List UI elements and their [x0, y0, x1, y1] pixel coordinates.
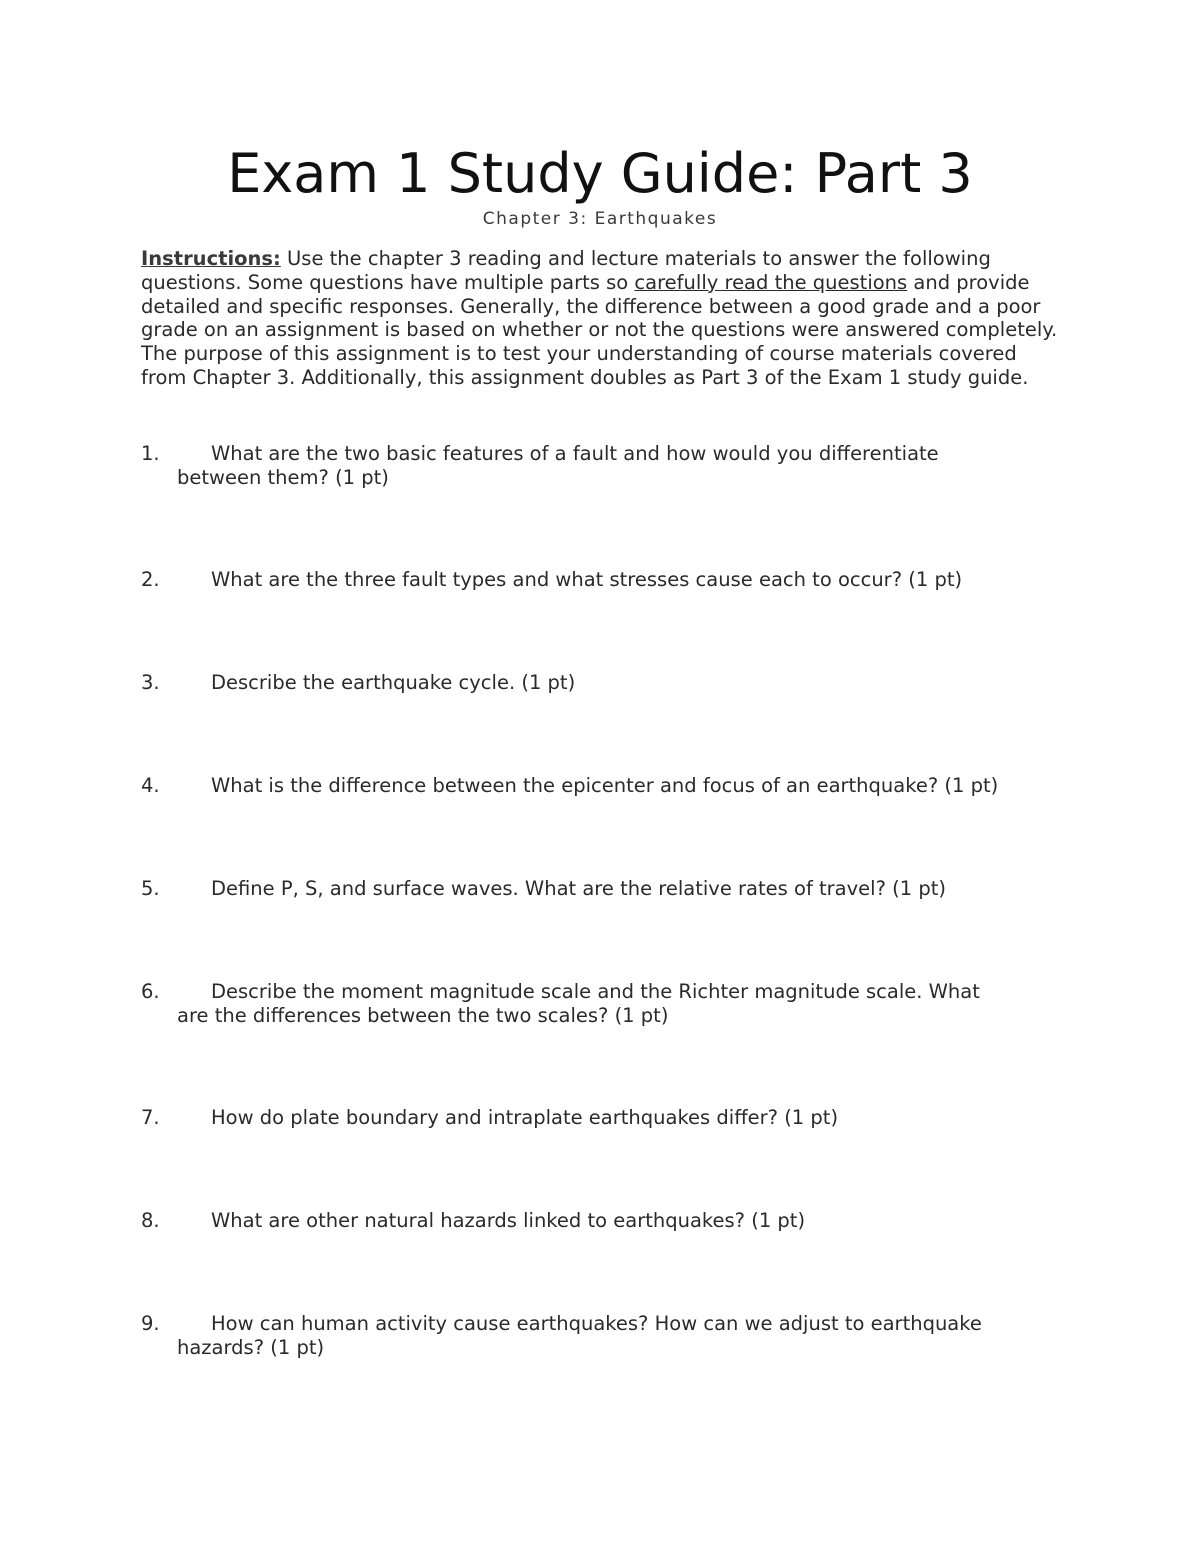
instructions-paragraph [141, 247, 1061, 390]
page-title: Exam 1 Study Guide: Part 3 [227, 142, 973, 205]
question-text: What are the two basic features of a fault and how would you differentiate [211, 442, 939, 465]
question-text: Describe the moment magnitude scale and the Richter magnitude scale. What [211, 980, 980, 1003]
question-number: 5. [141, 877, 160, 900]
question-text: Define P, S, and surface waves. What are the relative rates of travel? (1 pt) [211, 877, 946, 900]
question-text: How do plate boundary and intraplate earthquakes differ? (1 pt) [211, 1106, 839, 1129]
question-item [141, 877, 1061, 901]
question-item [141, 1209, 1061, 1233]
question-text: Describe the earthquake cycle. (1 pt) [211, 671, 576, 694]
question-item [141, 442, 1061, 490]
question-number: 9. [141, 1312, 160, 1335]
question-number: 4. [141, 774, 160, 797]
question-text: How can human activity cause earthquakes? How can we adjust to earthquake [211, 1312, 982, 1335]
question-item [141, 774, 1061, 798]
instructions-text-before: Use the chapter 3 reading and lecture materials to answer the following questions. Some questions have multiple parts so [141, 247, 991, 294]
question-text: What are the three fault types and what stresses cause each to occur? (1 pt) [211, 568, 963, 591]
instructions-emphasis: carefully read the questions [634, 270, 908, 294]
question-text-continued: between them? (1 pt) [177, 465, 389, 489]
question-text: What is the difference between the epicenter and focus of an earthquake? (1 pt) [211, 774, 999, 797]
question-text-continued: are the differences between the two scales? (1 pt) [177, 1003, 669, 1027]
question-number: 3. [141, 671, 160, 694]
question-number: 1. [141, 442, 160, 465]
question-item [141, 671, 1061, 695]
question-item [141, 1106, 1061, 1130]
question-text-continued: hazards? (1 pt) [177, 1335, 325, 1359]
page-subtitle: Chapter 3: Earthquakes [482, 209, 718, 229]
question-item [141, 980, 1061, 1028]
instructions-label: Instructions: [141, 247, 281, 270]
question-item [141, 568, 1061, 592]
question-number: 2. [141, 568, 160, 591]
question-text: What are other natural hazards linked to earthquakes? (1 pt) [211, 1209, 806, 1232]
question-number: 8. [141, 1209, 160, 1232]
question-number: 7. [141, 1106, 160, 1129]
question-number: 6. [141, 980, 160, 1003]
question-item [141, 1312, 1061, 1360]
instructions-text-after: and provide detailed and specific responses. Generally, the difference between a good grade and a poor grade on an assignment is based on whether or not the questions were answered completely. The purpose of this assignment is to test your understanding of course materials covered from Chapter 3. Additionally, this assignment doubles as Part 3 of the Exam 1 study guide. [141, 270, 1058, 389]
